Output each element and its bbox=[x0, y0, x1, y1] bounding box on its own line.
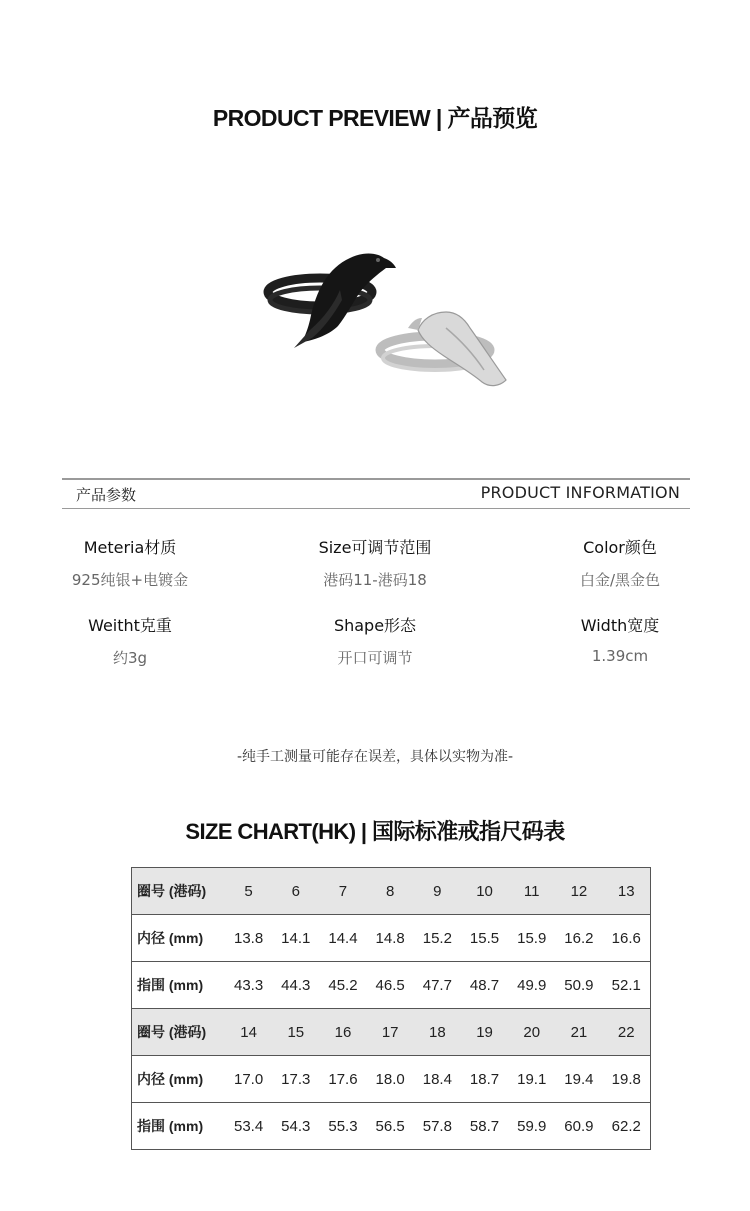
spec-color bbox=[520, 535, 720, 590]
table-cell: 19 bbox=[461, 1009, 508, 1056]
table-row bbox=[132, 962, 651, 1009]
spec-shape bbox=[275, 613, 475, 668]
table-cell: 52.1 bbox=[603, 962, 651, 1009]
table-cell: 21 bbox=[555, 1009, 602, 1056]
table-cell: 57.8 bbox=[414, 1103, 461, 1150]
table-cell: 17.6 bbox=[319, 1056, 366, 1103]
table-cell: 16 bbox=[319, 1009, 366, 1056]
spec-label: Width宽度 bbox=[580, 616, 660, 635]
table-cell: 12 bbox=[555, 868, 602, 915]
spec-label: Weitht克重 bbox=[88, 616, 172, 635]
spec-value: 开口可调节 bbox=[337, 649, 413, 667]
table-row bbox=[132, 1103, 651, 1150]
table-cell: 14 bbox=[225, 1009, 272, 1056]
table-cell: 17 bbox=[367, 1009, 414, 1056]
table-cell: 5 bbox=[225, 868, 272, 915]
table-cell: 43.3 bbox=[225, 962, 272, 1009]
table-row bbox=[132, 915, 651, 962]
table-cell: 62.2 bbox=[603, 1103, 651, 1150]
table-cell: 53.4 bbox=[225, 1103, 272, 1150]
table-cell: 47.7 bbox=[414, 962, 461, 1009]
row-label: 圈号 (港码) bbox=[132, 1009, 226, 1056]
table-cell: 48.7 bbox=[461, 962, 508, 1009]
table-cell: 15.2 bbox=[414, 915, 461, 962]
info-header-cn: 产品参数 bbox=[76, 486, 137, 504]
table-cell: 6 bbox=[272, 868, 319, 915]
table-cell: 19.8 bbox=[603, 1056, 651, 1103]
table-cell: 9 bbox=[414, 868, 461, 915]
table-cell: 15 bbox=[272, 1009, 319, 1056]
spec-value: 925纯银+电镀金 bbox=[71, 571, 189, 589]
table-cell: 17.0 bbox=[225, 1056, 272, 1103]
info-header-en: PRODUCT INFORMATION bbox=[480, 483, 680, 502]
table-cell: 18.0 bbox=[367, 1056, 414, 1103]
row-label: 指围 (mm) bbox=[132, 962, 226, 1009]
table-cell: 54.3 bbox=[272, 1103, 319, 1150]
table-cell: 8 bbox=[367, 868, 414, 915]
table-cell: 16.2 bbox=[555, 915, 602, 962]
table-cell: 18.7 bbox=[461, 1056, 508, 1103]
spec-value: 约3g bbox=[112, 649, 148, 667]
measurement-note: -纯手工测量可能存在误差，具体以实物为准- bbox=[236, 749, 514, 765]
size-chart-title: SIZE CHART(HK) | 国际标准戒指尺码表 bbox=[185, 819, 565, 844]
spec-label: Meteria材质 bbox=[83, 538, 177, 557]
table-cell: 7 bbox=[319, 868, 366, 915]
spec-value: 1.39cm bbox=[591, 647, 649, 665]
table-cell: 50.9 bbox=[555, 962, 602, 1009]
table-cell: 58.7 bbox=[461, 1103, 508, 1150]
table-cell: 22 bbox=[603, 1009, 651, 1056]
table-row bbox=[132, 1009, 651, 1056]
table-cell: 13 bbox=[603, 868, 651, 915]
table-cell: 14.4 bbox=[319, 915, 366, 962]
product-image-crow-rings bbox=[250, 230, 530, 410]
row-label: 内径 (mm) bbox=[132, 915, 226, 962]
spec-weight bbox=[30, 613, 230, 668]
spec-label: Shape形态 bbox=[333, 616, 417, 635]
spec-label: Color颜色 bbox=[583, 538, 657, 557]
table-cell: 13.8 bbox=[225, 915, 272, 962]
table-cell: 14.1 bbox=[272, 915, 319, 962]
table-cell: 56.5 bbox=[367, 1103, 414, 1150]
table-cell: 55.3 bbox=[319, 1103, 366, 1150]
row-label: 内径 (mm) bbox=[132, 1056, 226, 1103]
spec-material bbox=[30, 535, 230, 590]
table-cell: 11 bbox=[508, 868, 555, 915]
row-label: 指围 (mm) bbox=[132, 1103, 226, 1150]
table-cell: 20 bbox=[508, 1009, 555, 1056]
table-cell: 17.3 bbox=[272, 1056, 319, 1103]
table-cell: 16.6 bbox=[603, 915, 651, 962]
table-cell: 14.8 bbox=[367, 915, 414, 962]
table-row bbox=[132, 868, 651, 915]
product-info-header bbox=[62, 478, 690, 509]
spec-size-range bbox=[275, 535, 475, 590]
row-label: 圈号 (港码) bbox=[132, 868, 226, 915]
table-cell: 18 bbox=[414, 1009, 461, 1056]
spec-label: Size可调节范围 bbox=[318, 538, 432, 557]
table-cell: 15.5 bbox=[461, 915, 508, 962]
size-chart-table bbox=[131, 867, 651, 1150]
table-cell: 44.3 bbox=[272, 962, 319, 1009]
table-cell: 18.4 bbox=[414, 1056, 461, 1103]
table-cell: 46.5 bbox=[367, 962, 414, 1009]
table-cell: 19.4 bbox=[555, 1056, 602, 1103]
table-cell: 15.9 bbox=[508, 915, 555, 962]
page-title: PRODUCT PREVIEW | 产品预览 bbox=[212, 105, 538, 131]
table-row bbox=[132, 1056, 651, 1103]
table-cell: 19.1 bbox=[508, 1056, 555, 1103]
table-cell: 49.9 bbox=[508, 962, 555, 1009]
table-cell: 60.9 bbox=[555, 1103, 602, 1150]
spec-width bbox=[520, 613, 720, 665]
table-cell: 59.9 bbox=[508, 1103, 555, 1150]
table-cell: 45.2 bbox=[319, 962, 366, 1009]
spec-value: 白金/黑金色 bbox=[579, 571, 661, 589]
spec-value: 港码11-港码18 bbox=[323, 571, 427, 589]
table-cell: 10 bbox=[461, 868, 508, 915]
